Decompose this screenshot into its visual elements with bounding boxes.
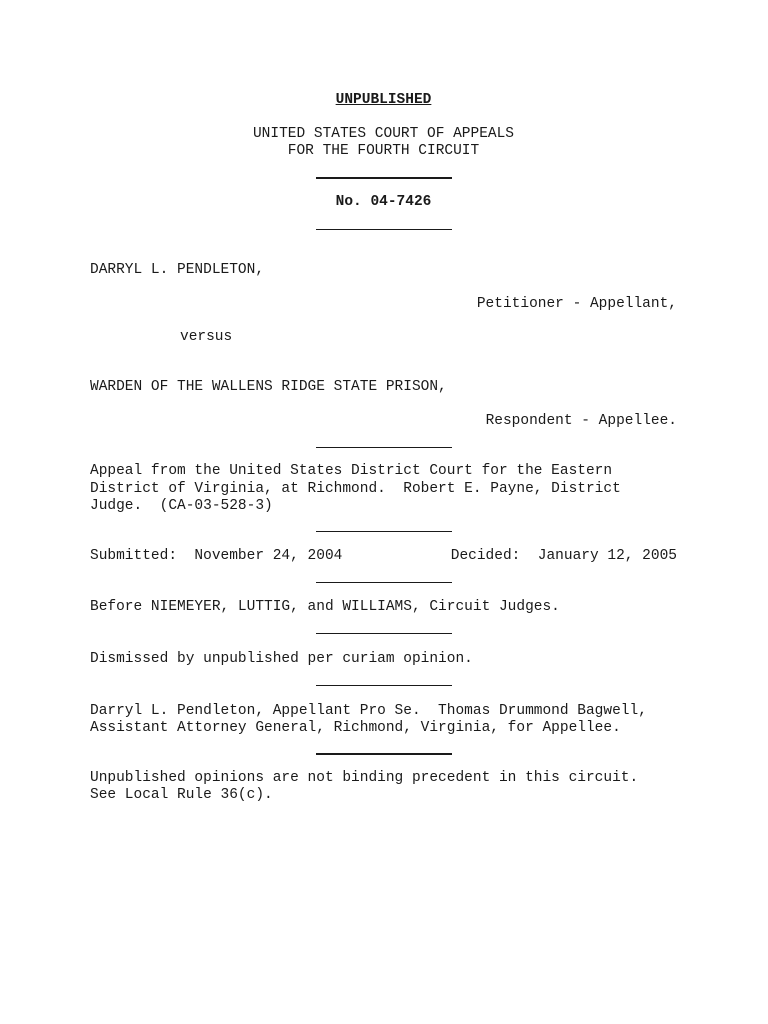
opinion-page: [90, 0, 677, 1024]
unpublished-heading: UNPUBLISHED: [335, 92, 432, 108]
petitioner-role: Petitioner - Appellant,: [476, 296, 677, 312]
submitted-date: Submitted: November 24, 2004: [90, 548, 343, 564]
appeal-text-line2: District of Virginia, at Richmond. Robert E. Payne, District: [90, 481, 621, 497]
counsel-line1: Darryl L. Pendleton, Appellant Pro Se. Thomas Drummond Bagwell,: [90, 703, 647, 719]
case-number: No. 04-7426: [335, 194, 432, 210]
divider-rule: [316, 447, 452, 448]
judges-panel: Before NIEMEYER, LUTTIG, and WILLIAMS, Circuit Judges.: [90, 599, 560, 615]
petitioner-name: DARRYL L. PENDLETON,: [90, 262, 265, 278]
court-name-line1: UNITED STATES COURT OF APPEALS: [252, 126, 515, 142]
versus-label: versus: [180, 329, 233, 345]
court-name-line2: FOR THE FOURTH CIRCUIT: [287, 143, 480, 159]
appeal-text-line3: Judge. (CA-03-528-3): [90, 498, 273, 514]
appeal-line1: [90, 463, 677, 480]
respondent-name: WARDEN OF THE WALLENS RIDGE STATE PRISON,: [90, 379, 447, 395]
dates-row: [90, 548, 677, 565]
counsel-line2: Assistant Attorney General, Richmond, Virginia, for Appellee.: [90, 720, 621, 736]
notice-line1: Unpublished opinions are not binding precedent in this circuit.: [90, 770, 639, 786]
notice-line2: See Local Rule 36(c).: [90, 787, 273, 803]
divider-rule: [316, 229, 452, 230]
decided-date: Decided: January 12, 2005: [450, 548, 677, 564]
divider-rule: [316, 685, 452, 686]
divider-rule: [316, 753, 452, 755]
disposition: Dismissed by unpublished per curiam opinion.: [90, 651, 473, 667]
divider-rule: [316, 531, 452, 532]
divider-rule: [316, 177, 452, 179]
appeal-text-line1: Appeal from the United States District Court for the Eastern: [90, 463, 613, 479]
divider-rule: [316, 633, 452, 634]
divider-rule: [316, 582, 452, 583]
respondent-role: Respondent - Appellee.: [485, 413, 677, 429]
